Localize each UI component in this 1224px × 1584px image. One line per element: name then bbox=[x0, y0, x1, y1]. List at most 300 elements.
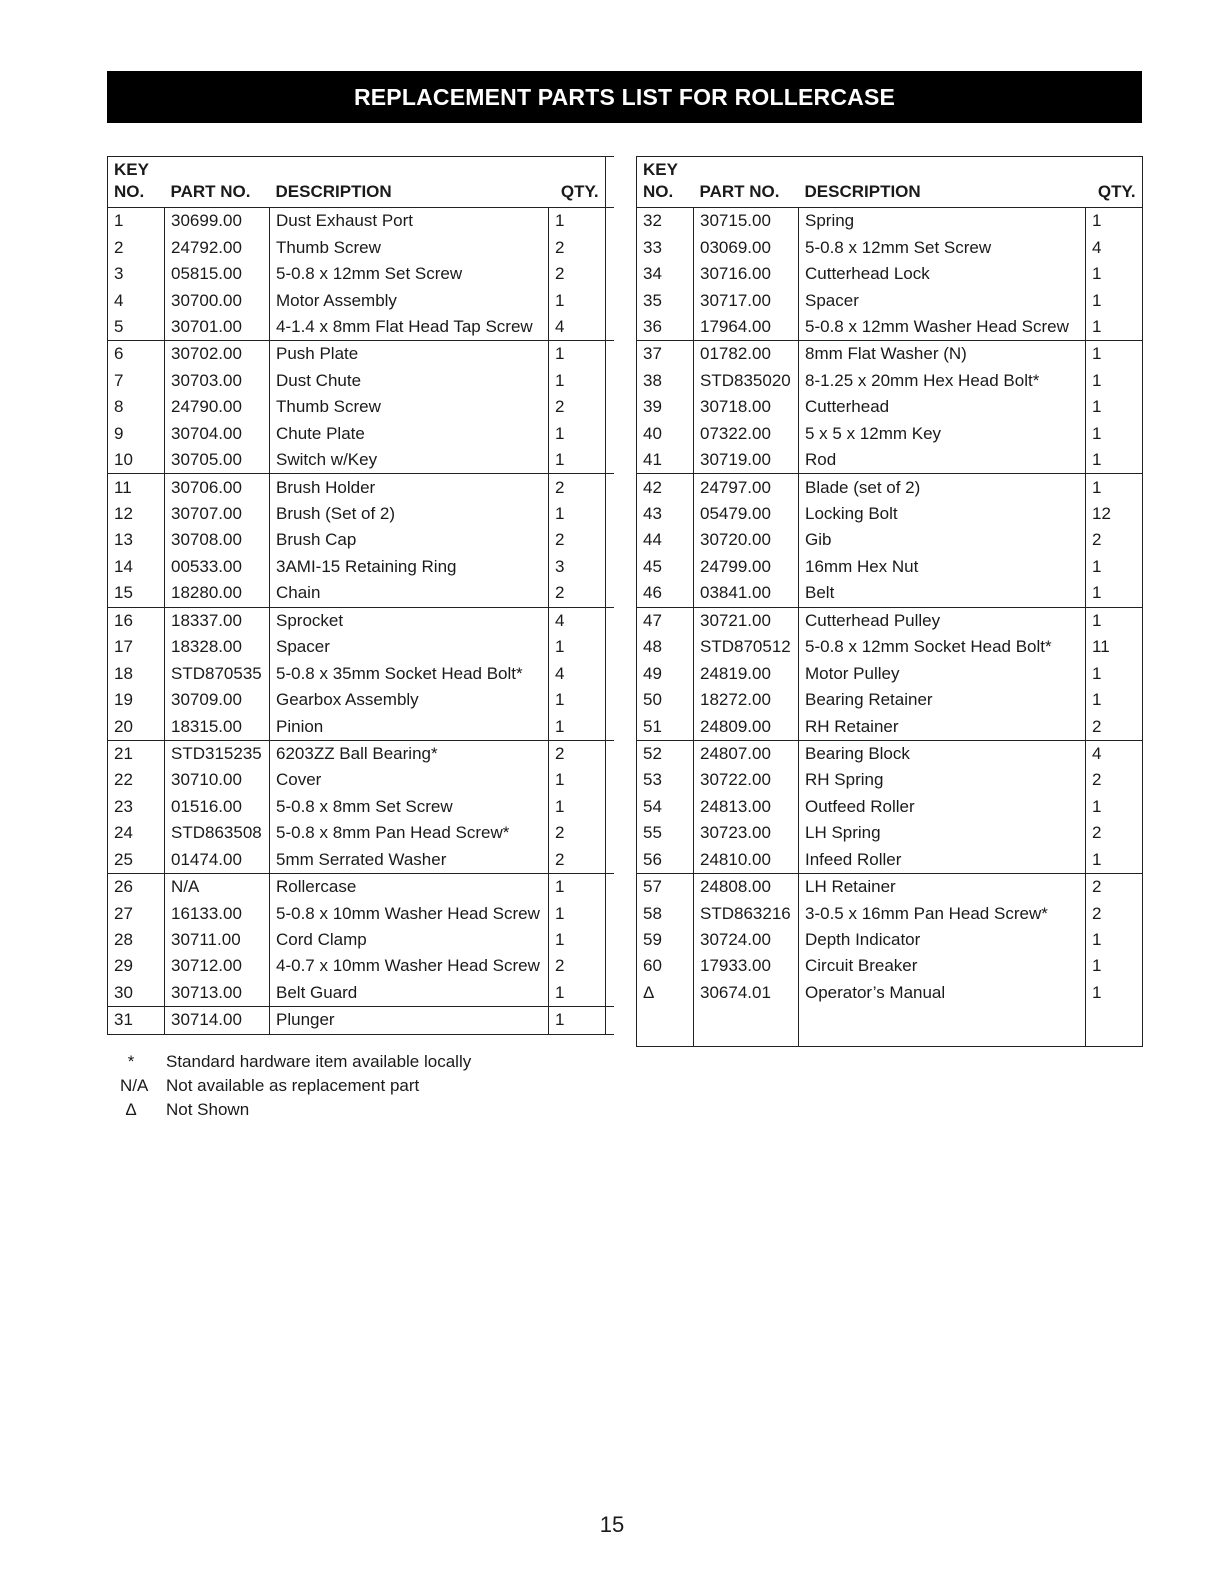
key-no-cell: 3 bbox=[108, 261, 165, 287]
qty-cell: 2 bbox=[1086, 900, 1143, 926]
qty-cell: 1 bbox=[549, 208, 606, 235]
parts-row bbox=[108, 394, 614, 420]
header-description: DESCRIPTION bbox=[799, 157, 1086, 208]
part-no-cell: 24810.00 bbox=[694, 847, 799, 874]
part-no-cell: 24808.00 bbox=[694, 873, 799, 900]
qty-cell: 4 bbox=[549, 607, 606, 634]
part-no-cell: STD870535 bbox=[165, 660, 270, 686]
part-no-cell: 24797.00 bbox=[694, 474, 799, 501]
description-cell: 5-0.8 x 8mm Set Screw bbox=[270, 794, 549, 820]
qty-cell: 1 bbox=[1086, 474, 1143, 501]
qty-cell: 1 bbox=[549, 794, 606, 820]
qty-cell: 1 bbox=[1086, 580, 1143, 607]
key-no-cell: 15 bbox=[108, 580, 165, 607]
qty-cell: 4 bbox=[1086, 234, 1143, 260]
part-no-cell: 01474.00 bbox=[165, 847, 270, 874]
key-no-cell: 33 bbox=[637, 234, 694, 260]
table-edge-cell bbox=[606, 980, 614, 1007]
key-no-cell: 21 bbox=[108, 740, 165, 767]
part-no-cell: 30674.01 bbox=[694, 980, 799, 1006]
parts-row bbox=[108, 341, 614, 368]
qty-cell: 2 bbox=[549, 234, 606, 260]
parts-row bbox=[108, 740, 614, 767]
description-cell: Brush Holder bbox=[270, 474, 549, 501]
parts-row bbox=[637, 527, 1143, 553]
part-no-cell: 24813.00 bbox=[694, 794, 799, 820]
description-cell: Circuit Breaker bbox=[799, 953, 1086, 979]
part-no-cell: STD835020 bbox=[694, 368, 799, 394]
key-no-cell: 27 bbox=[108, 900, 165, 926]
description-cell: Gib bbox=[799, 527, 1086, 553]
key-no-cell: 9 bbox=[108, 421, 165, 447]
description-cell: Chain bbox=[270, 580, 549, 607]
part-no-cell: 24792.00 bbox=[165, 234, 270, 260]
table-edge-cell bbox=[606, 767, 614, 793]
key-no-cell: 39 bbox=[637, 394, 694, 420]
part-no-cell: 30715.00 bbox=[694, 208, 799, 235]
key-no-cell: 60 bbox=[637, 953, 694, 979]
key-no-cell: 45 bbox=[637, 554, 694, 580]
description-cell: Locking Bolt bbox=[799, 501, 1086, 527]
qty-cell: 1 bbox=[549, 873, 606, 900]
part-no-cell: 30722.00 bbox=[694, 767, 799, 793]
key-no-cell: 49 bbox=[637, 660, 694, 686]
table-edge-cell bbox=[606, 261, 614, 287]
parts-row bbox=[108, 713, 614, 740]
key-no-cell: 50 bbox=[637, 687, 694, 713]
description-cell: 4-1.4 x 8mm Flat Head Tap Screw bbox=[270, 314, 549, 341]
parts-row bbox=[108, 447, 614, 474]
key-no-cell: 42 bbox=[637, 474, 694, 501]
qty-cell: 1 bbox=[549, 767, 606, 793]
qty-cell: 2 bbox=[549, 261, 606, 287]
parts-row bbox=[637, 900, 1143, 926]
qty-cell: 1 bbox=[1086, 554, 1143, 580]
table-edge-cell bbox=[606, 900, 614, 926]
qty-cell: 2 bbox=[1086, 713, 1143, 740]
description-cell: Thumb Screw bbox=[270, 394, 549, 420]
parts-row bbox=[108, 234, 614, 260]
parts-row bbox=[637, 501, 1143, 527]
parts-row bbox=[108, 980, 614, 1007]
part-no-cell: 30720.00 bbox=[694, 527, 799, 553]
qty-cell: 1 bbox=[1086, 287, 1143, 313]
parts-row bbox=[108, 554, 614, 580]
header-qty: QTY. bbox=[1086, 157, 1143, 208]
key-no-cell: 5 bbox=[108, 314, 165, 341]
parts-row bbox=[637, 261, 1143, 287]
key-no-cell: 28 bbox=[108, 927, 165, 953]
qty-cell: 1 bbox=[549, 447, 606, 474]
key-no-cell: 51 bbox=[637, 713, 694, 740]
parts-row bbox=[637, 580, 1143, 607]
table-edge-cell bbox=[606, 873, 614, 900]
part-no-cell: 30704.00 bbox=[165, 421, 270, 447]
description-cell: Cutterhead Lock bbox=[799, 261, 1086, 287]
qty-cell: 1 bbox=[549, 927, 606, 953]
key-no-cell: 1 bbox=[108, 208, 165, 235]
page-number: 15 bbox=[599, 1512, 625, 1537]
footnote-symbol: N/A bbox=[120, 1076, 149, 1095]
key-no-cell: 56 bbox=[637, 847, 694, 874]
table-edge-cell bbox=[606, 421, 614, 447]
parts-row bbox=[637, 767, 1143, 793]
part-no-cell: 30700.00 bbox=[165, 287, 270, 313]
key-no-cell: 52 bbox=[637, 740, 694, 767]
description-cell: Cover bbox=[270, 767, 549, 793]
qty-cell: 1 bbox=[1086, 607, 1143, 634]
key-no-cell: 29 bbox=[108, 953, 165, 979]
description-cell: 5-0.8 x 12mm Set Screw bbox=[270, 261, 549, 287]
table-edge-cell bbox=[606, 501, 614, 527]
key-no-cell: 22 bbox=[108, 767, 165, 793]
key-no-cell: 14 bbox=[108, 554, 165, 580]
qty-cell: 1 bbox=[1086, 341, 1143, 368]
parts-row bbox=[108, 368, 614, 394]
key-no-cell: 18 bbox=[108, 660, 165, 686]
parts-row bbox=[637, 820, 1143, 846]
part-no-cell: 17933.00 bbox=[694, 953, 799, 979]
part-no-cell: 30713.00 bbox=[165, 980, 270, 1007]
part-no-cell: 30719.00 bbox=[694, 447, 799, 474]
description-cell: Chute Plate bbox=[270, 421, 549, 447]
parts-row bbox=[637, 687, 1143, 713]
description-cell: Switch w/Key bbox=[270, 447, 549, 474]
qty-cell: 1 bbox=[1086, 421, 1143, 447]
part-no-cell: 30712.00 bbox=[165, 953, 270, 979]
part-no-cell: 30711.00 bbox=[165, 927, 270, 953]
footnote-not-available bbox=[120, 1074, 471, 1098]
table-edge-cell bbox=[606, 554, 614, 580]
footnote-symbol: * bbox=[127, 1052, 135, 1071]
description-cell: Dust Chute bbox=[270, 368, 549, 394]
description-cell: Cord Clamp bbox=[270, 927, 549, 953]
part-no-cell: 16133.00 bbox=[165, 900, 270, 926]
description-cell: 5-0.8 x 35mm Socket Head Bolt* bbox=[270, 660, 549, 686]
part-no-cell: 18337.00 bbox=[165, 607, 270, 634]
qty-cell: 1 bbox=[1086, 314, 1143, 341]
table-edge-cell bbox=[606, 607, 614, 634]
part-no-cell: 05479.00 bbox=[694, 501, 799, 527]
part-no-cell: 17964.00 bbox=[694, 314, 799, 341]
qty-cell: 1 bbox=[549, 980, 606, 1007]
key-no-cell bbox=[637, 1006, 694, 1047]
part-no-cell: 30714.00 bbox=[165, 1007, 270, 1034]
key-no-cell: 47 bbox=[637, 607, 694, 634]
description-cell: 5-0.8 x 12mm Socket Head Bolt* bbox=[799, 634, 1086, 660]
description-cell: LH Retainer bbox=[799, 873, 1086, 900]
part-no-cell: 07322.00 bbox=[694, 421, 799, 447]
header-key: KEY NO. bbox=[108, 157, 165, 208]
key-no-cell: 12 bbox=[108, 501, 165, 527]
parts-row bbox=[108, 953, 614, 979]
parts-row bbox=[108, 794, 614, 820]
part-no-cell: 24790.00 bbox=[165, 394, 270, 420]
description-cell: LH Spring bbox=[799, 820, 1086, 846]
key-no-cell: 19 bbox=[108, 687, 165, 713]
key-no-cell: 32 bbox=[637, 208, 694, 235]
part-no-cell: 03841.00 bbox=[694, 580, 799, 607]
table-edge-cell bbox=[606, 368, 614, 394]
parts-row bbox=[108, 474, 614, 501]
table-edge-cell bbox=[606, 447, 614, 474]
parts-row bbox=[108, 287, 614, 313]
parts-row bbox=[637, 474, 1143, 501]
qty-cell: 2 bbox=[1086, 820, 1143, 846]
key-no-cell: 41 bbox=[637, 447, 694, 474]
table-edge-cell bbox=[606, 713, 614, 740]
parts-row bbox=[108, 208, 614, 235]
part-no-cell: 01516.00 bbox=[165, 794, 270, 820]
header-description: DESCRIPTION bbox=[270, 157, 549, 208]
qty-cell: 1 bbox=[549, 900, 606, 926]
key-no-cell: 10 bbox=[108, 447, 165, 474]
parts-row bbox=[108, 660, 614, 686]
part-no-cell: 18328.00 bbox=[165, 634, 270, 660]
description-cell: Sprocket bbox=[270, 607, 549, 634]
parts-row bbox=[637, 794, 1143, 820]
key-no-cell: 36 bbox=[637, 314, 694, 341]
description-cell: 5-0.8 x 12mm Set Screw bbox=[799, 234, 1086, 260]
parts-row bbox=[637, 368, 1143, 394]
description-cell: RH Retainer bbox=[799, 713, 1086, 740]
description-cell: RH Spring bbox=[799, 767, 1086, 793]
description-cell: 8-1.25 x 20mm Hex Head Bolt* bbox=[799, 368, 1086, 394]
description-cell: Belt Guard bbox=[270, 980, 549, 1007]
qty-cell: 2 bbox=[549, 847, 606, 874]
qty-cell: 4 bbox=[1086, 740, 1143, 767]
qty-cell: 2 bbox=[1086, 873, 1143, 900]
key-no-cell: 24 bbox=[108, 820, 165, 846]
description-cell: Blade (set of 2) bbox=[799, 474, 1086, 501]
qty-cell: 1 bbox=[1086, 794, 1143, 820]
parts-row bbox=[108, 687, 614, 713]
key-no-cell: 37 bbox=[637, 341, 694, 368]
key-no-cell: 53 bbox=[637, 767, 694, 793]
table-edge-cell bbox=[606, 314, 614, 341]
key-no-cell: 59 bbox=[637, 927, 694, 953]
page-title: REPLACEMENT PARTS LIST FOR ROLLERCASE bbox=[107, 71, 1142, 123]
description-cell: 5-0.8 x 10mm Washer Head Screw bbox=[270, 900, 549, 926]
part-no-cell: 24809.00 bbox=[694, 713, 799, 740]
description-cell: Bearing Retainer bbox=[799, 687, 1086, 713]
description-cell: 3-0.5 x 16mm Pan Head Screw* bbox=[799, 900, 1086, 926]
table-edge-cell bbox=[606, 341, 614, 368]
key-no-cell: 57 bbox=[637, 873, 694, 900]
description-cell: 5 x 5 x 12mm Key bbox=[799, 421, 1086, 447]
part-no-cell: 24807.00 bbox=[694, 740, 799, 767]
table-edge-cell bbox=[606, 580, 614, 607]
key-no-cell: 13 bbox=[108, 527, 165, 553]
part-no-cell: 30706.00 bbox=[165, 474, 270, 501]
part-no-cell: 30705.00 bbox=[165, 447, 270, 474]
header-part-no: PART NO. bbox=[165, 157, 270, 208]
description-cell: Plunger bbox=[270, 1007, 549, 1034]
key-no-cell: 43 bbox=[637, 501, 694, 527]
part-no-cell: 30703.00 bbox=[165, 368, 270, 394]
part-no-cell: 18280.00 bbox=[165, 580, 270, 607]
description-cell: Outfeed Roller bbox=[799, 794, 1086, 820]
part-no-cell: 30723.00 bbox=[694, 820, 799, 846]
description-cell: Spacer bbox=[270, 634, 549, 660]
parts-row bbox=[108, 873, 614, 900]
parts-table-right bbox=[636, 156, 1143, 1047]
qty-cell: 11 bbox=[1086, 634, 1143, 660]
key-no-cell: 26 bbox=[108, 873, 165, 900]
qty-cell: 1 bbox=[1086, 447, 1143, 474]
part-no-cell: STD863216 bbox=[694, 900, 799, 926]
qty-cell: 4 bbox=[549, 314, 606, 341]
key-no-cell: 46 bbox=[637, 580, 694, 607]
footnote-not-shown bbox=[120, 1098, 471, 1122]
key-no-cell: 17 bbox=[108, 634, 165, 660]
part-no-cell: 01782.00 bbox=[694, 341, 799, 368]
description-cell: 5-0.8 x 12mm Washer Head Screw bbox=[799, 314, 1086, 341]
parts-row bbox=[637, 208, 1143, 235]
parts-row bbox=[637, 341, 1143, 368]
footnotes bbox=[120, 1050, 471, 1122]
qty-cell: 1 bbox=[549, 501, 606, 527]
parts-row bbox=[637, 980, 1143, 1006]
parts-row bbox=[108, 580, 614, 607]
footnote-text: Not available as replacement part bbox=[166, 1076, 420, 1095]
table-edge-cell bbox=[606, 1007, 614, 1034]
part-no-cell bbox=[694, 1006, 799, 1047]
qty-cell: 1 bbox=[549, 368, 606, 394]
part-no-cell: 30707.00 bbox=[165, 501, 270, 527]
table-edge-cell bbox=[606, 820, 614, 846]
table-edge-cell bbox=[606, 953, 614, 979]
parts-row bbox=[108, 847, 614, 874]
description-cell: 5-0.8 x 8mm Pan Head Screw* bbox=[270, 820, 549, 846]
qty-cell: 2 bbox=[1086, 527, 1143, 553]
parts-row bbox=[637, 234, 1143, 260]
table-edge-cell bbox=[606, 634, 614, 660]
qty-cell: 3 bbox=[549, 554, 606, 580]
description-cell: Brush Cap bbox=[270, 527, 549, 553]
qty-cell: 1 bbox=[1086, 953, 1143, 979]
table-edge-cell bbox=[606, 208, 614, 235]
table-edge-cell bbox=[606, 474, 614, 501]
qty-cell: 1 bbox=[549, 287, 606, 313]
parts-row bbox=[637, 394, 1143, 420]
table-edge-cell bbox=[606, 660, 614, 686]
part-no-cell: 30701.00 bbox=[165, 314, 270, 341]
description-cell bbox=[799, 1006, 1086, 1047]
key-no-cell: 7 bbox=[108, 368, 165, 394]
qty-cell: 2 bbox=[549, 474, 606, 501]
footnote-text: Standard hardware item available locally bbox=[166, 1052, 472, 1071]
parts-row bbox=[108, 900, 614, 926]
key-no-cell: 48 bbox=[637, 634, 694, 660]
parts-row bbox=[637, 927, 1143, 953]
part-no-cell: STD870512 bbox=[694, 634, 799, 660]
description-cell: Dust Exhaust Port bbox=[270, 208, 549, 235]
description-cell: Gearbox Assembly bbox=[270, 687, 549, 713]
key-no-cell: 23 bbox=[108, 794, 165, 820]
qty-cell: 1 bbox=[1086, 368, 1143, 394]
qty-cell: 1 bbox=[549, 341, 606, 368]
parts-row bbox=[637, 873, 1143, 900]
parts-row bbox=[637, 660, 1143, 686]
parts-row bbox=[637, 314, 1143, 341]
key-no-cell: 55 bbox=[637, 820, 694, 846]
parts-row bbox=[108, 501, 614, 527]
table-edge-cell bbox=[606, 527, 614, 553]
header-key: KEY NO. bbox=[637, 157, 694, 208]
parts-row bbox=[108, 527, 614, 553]
key-no-cell: 54 bbox=[637, 794, 694, 820]
table-edge-cell bbox=[606, 687, 614, 713]
parts-row bbox=[637, 421, 1143, 447]
part-no-cell: 00533.00 bbox=[165, 554, 270, 580]
qty-cell: 1 bbox=[1086, 927, 1143, 953]
key-no-cell: 6 bbox=[108, 341, 165, 368]
description-cell: 6203ZZ Ball Bearing* bbox=[270, 740, 549, 767]
qty-cell: 2 bbox=[549, 953, 606, 979]
qty-cell: 1 bbox=[1086, 660, 1143, 686]
parts-row bbox=[637, 447, 1143, 474]
footnote-symbol: Δ bbox=[125, 1100, 137, 1119]
parts-row bbox=[637, 634, 1143, 660]
parts-row bbox=[637, 953, 1143, 979]
qty-cell: 1 bbox=[1086, 394, 1143, 420]
part-no-cell: 03069.00 bbox=[694, 234, 799, 260]
description-cell: Brush (Set of 2) bbox=[270, 501, 549, 527]
parts-row bbox=[108, 1007, 614, 1034]
qty-cell: 2 bbox=[549, 394, 606, 420]
description-cell: Motor Pulley bbox=[799, 660, 1086, 686]
part-no-cell: 30721.00 bbox=[694, 607, 799, 634]
parts-row bbox=[637, 287, 1143, 313]
key-no-cell: 44 bbox=[637, 527, 694, 553]
part-no-cell: 05815.00 bbox=[165, 261, 270, 287]
qty-cell: 1 bbox=[549, 713, 606, 740]
key-no-cell: Δ bbox=[637, 980, 694, 1006]
part-no-cell: 30708.00 bbox=[165, 527, 270, 553]
part-no-cell: 30710.00 bbox=[165, 767, 270, 793]
qty-cell: 1 bbox=[549, 634, 606, 660]
qty-cell bbox=[1086, 1006, 1143, 1047]
parts-row bbox=[108, 314, 614, 341]
key-no-cell: 40 bbox=[637, 421, 694, 447]
parts-row bbox=[108, 421, 614, 447]
description-cell: Push Plate bbox=[270, 341, 549, 368]
parts-row bbox=[108, 261, 614, 287]
part-no-cell: 18315.00 bbox=[165, 713, 270, 740]
key-no-cell: 25 bbox=[108, 847, 165, 874]
part-no-cell: N/A bbox=[165, 873, 270, 900]
table-edge-cell bbox=[606, 287, 614, 313]
parts-row bbox=[108, 820, 614, 846]
qty-cell: 2 bbox=[1086, 767, 1143, 793]
parts-row bbox=[108, 927, 614, 953]
header-edge bbox=[606, 157, 614, 208]
description-cell: Depth Indicator bbox=[799, 927, 1086, 953]
qty-cell: 1 bbox=[1086, 687, 1143, 713]
parts-row bbox=[637, 740, 1143, 767]
qty-cell: 1 bbox=[549, 687, 606, 713]
key-no-cell: 35 bbox=[637, 287, 694, 313]
table-edge-cell bbox=[606, 740, 614, 767]
qty-cell: 1 bbox=[1086, 261, 1143, 287]
key-no-cell: 58 bbox=[637, 900, 694, 926]
description-cell: Operator’s Manual bbox=[799, 980, 1086, 1006]
part-no-cell: 30724.00 bbox=[694, 927, 799, 953]
table-edge-cell bbox=[606, 394, 614, 420]
key-no-cell: 16 bbox=[108, 607, 165, 634]
qty-cell: 2 bbox=[549, 527, 606, 553]
